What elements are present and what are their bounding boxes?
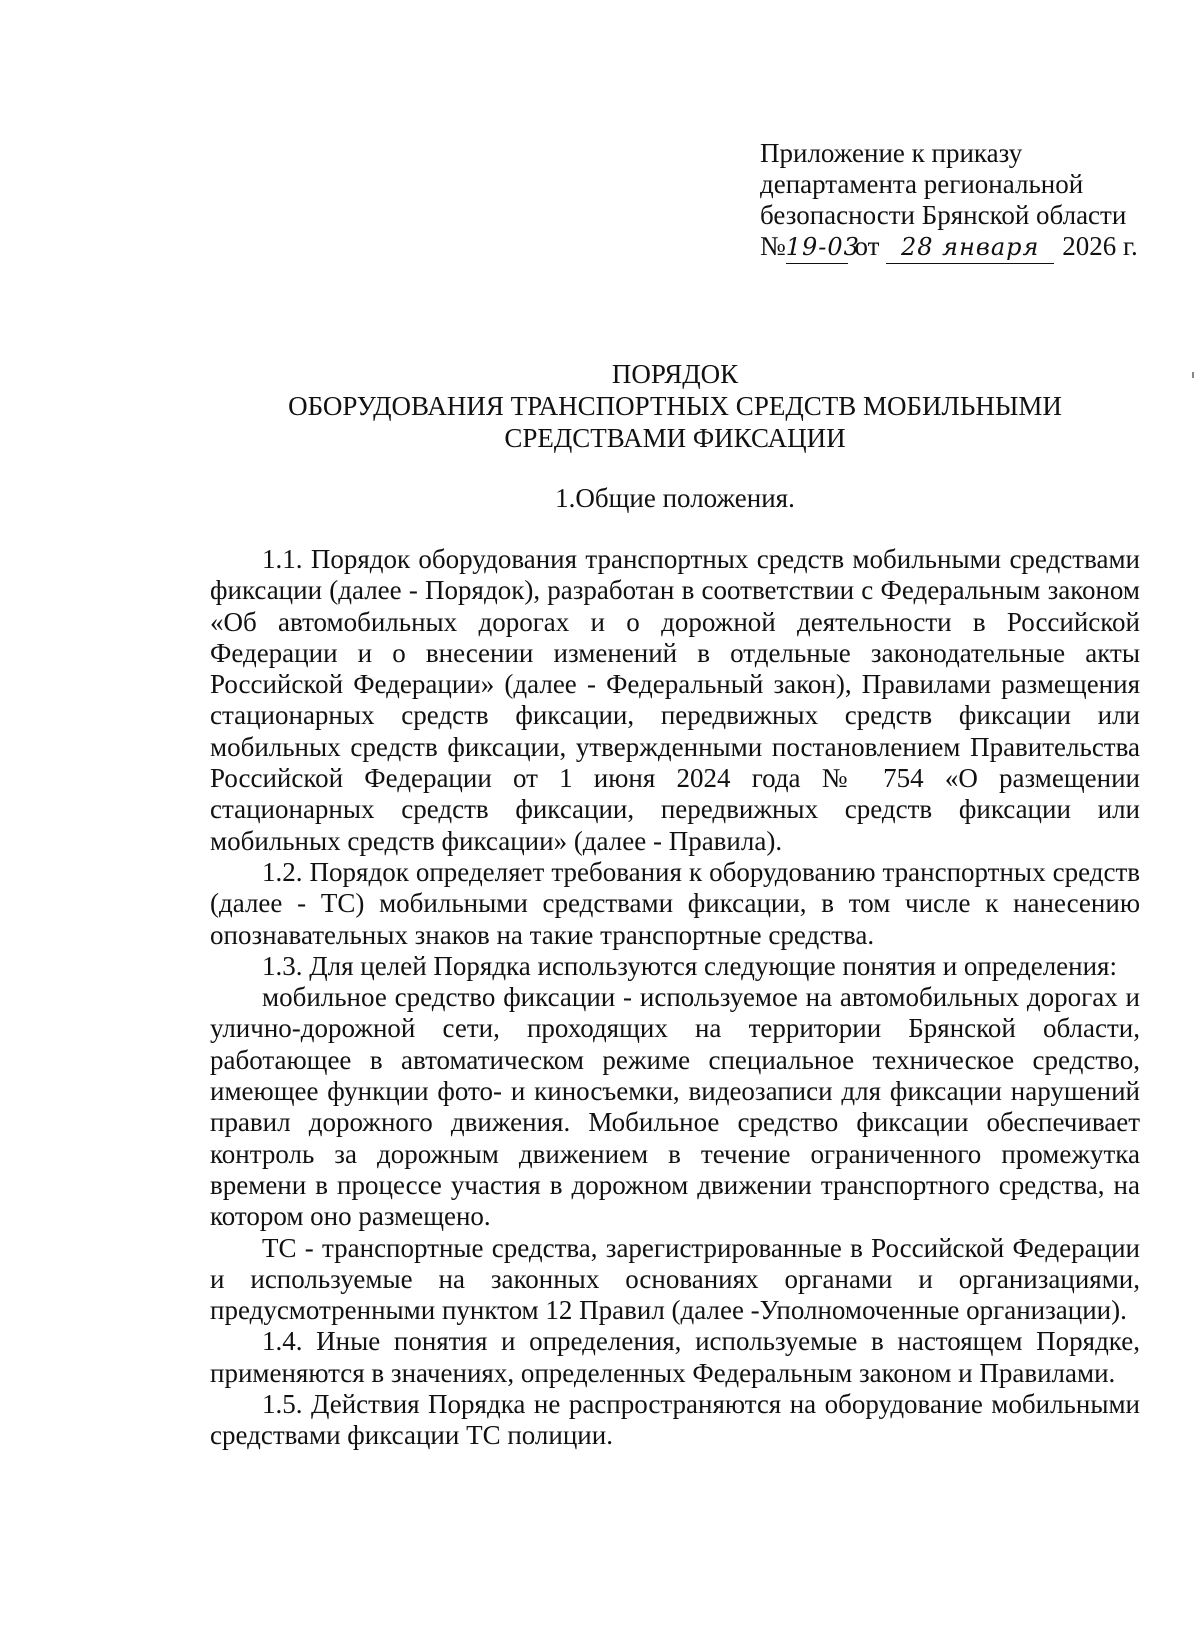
definition-ts: ТС - транспортные средства, зарегистрированные в Российской Федерации и используемые на законных основаниях органами и организациями, предусмотренными пунктом 12 Правил (далее -Уполномоченные организации). <box>210 1232 1140 1326</box>
title-line-1: ПОРЯДОК <box>611 359 739 389</box>
annex-line-1: Приложение к приказу <box>760 138 1023 168</box>
annex-line-3: безопасности Брянской области <box>760 200 1127 230</box>
paragraph-1-5: 1.5. Действия Порядка не распространяются на оборудование мобильными средствами фиксации ТС полиции. <box>210 1389 1140 1451</box>
document-title <box>150 358 1200 454</box>
handwritten-order-number: 19-03 <box>786 231 848 264</box>
paragraph-1-1: 1.1. Порядок оборудования транспортных средств мобильными средствами фиксации (далее - Порядок), разработан в соответствии с Федеральным законом «Об автомобильных дорогах и о дорожной деятельности в Российской Федерации и о внесении изменений в отдельные законодательные акты Российской Федерации» (далее - Федеральный закон), Правилами размещения стационарных средств фиксации, передвижных средств фиксации или мобильных средств фиксации, утвержденными постановлением Правительства Российской Федерации от 1 июня 2024 года № 754 «О размещении стационарных средств фиксации, передвижных средств фиксации или мобильных средств фиксации» (далее - Правила). <box>210 544 1140 856</box>
handwritten-date: 28 января <box>886 231 1054 264</box>
title-line-2: ОБОРУДОВАНИЯ ТРАНСПОРТНЫХ СРЕДСТВ МОБИЛЬНЫМИ <box>288 391 1062 421</box>
from-word: от <box>854 231 880 261</box>
section-body <box>210 544 1140 1452</box>
scan-speck <box>1192 372 1194 378</box>
annex-line-2: департамента региональной <box>760 169 1084 199</box>
paragraph-1-3: 1.3. Для целей Порядка используются следующие понятия и определения: <box>262 950 1117 981</box>
number-sign: № <box>760 231 786 261</box>
paragraph-1-4: 1.4. Иные понятия и определения, используемые в настоящем Порядке, применяются в значениях, определенных Федеральным законом и Правилами. <box>210 1326 1140 1388</box>
annex-header <box>760 138 1138 264</box>
paragraph-1-2: 1.2. Порядок определяет требования к оборудованию транспортных средств (далее - ТС) мобильными средствами фиксации, в том числе к нанесению опознавательных знаков на такие транспортные средства. <box>210 856 1140 950</box>
title-line-3: СРЕДСТВАМИ ФИКСАЦИИ <box>504 423 846 453</box>
section-heading: 1.Общие положения. <box>555 483 795 513</box>
definition-mobile-device: мобильное средство фиксации - используемое на автомобильных дорогах и улично-дорожной сети, проходящих на территории Брянской области, работающее в автоматическом режиме специальное техническое средство, имеющее функции фото- и киносъемки, видеозаписи для фиксации нарушений правил дорожного движения. Мобильное средство фиксации обеспечивает контроль за дорожным движением в течение ограниченного промежутка времени в процессе участия в дорожном движении транспортного средства, на котором оно размещено. <box>210 982 1140 1232</box>
order-number-line <box>760 231 1138 264</box>
order-year: 2026 г. <box>1062 231 1138 261</box>
